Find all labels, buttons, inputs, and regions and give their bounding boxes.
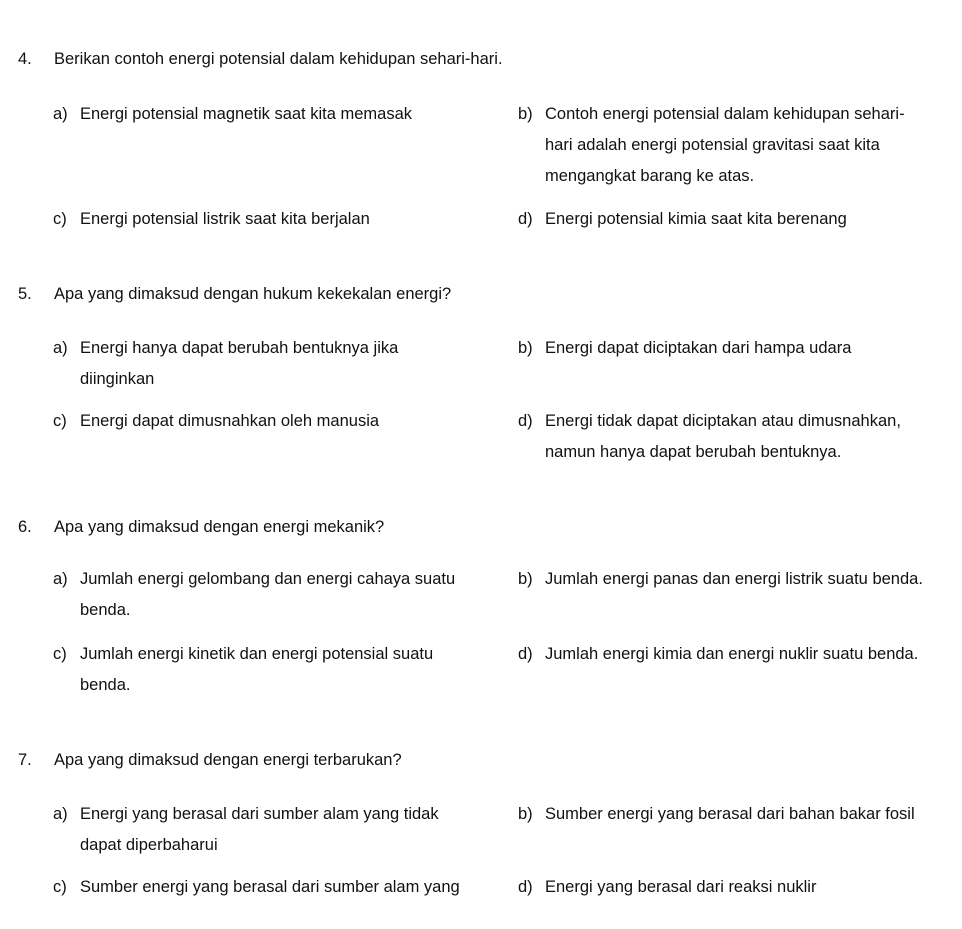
- question-number: 7.: [18, 751, 32, 769]
- question-text: Apa yang dimaksud dengan energi terbarukan?: [54, 751, 402, 769]
- option-6d[interactable]: [518, 639, 962, 670]
- option-line: Contoh energi potensial dalam kehidupan sehari-: [545, 105, 905, 123]
- question-4: [18, 50, 503, 69]
- option-line: Energi tidak dapat diciptakan atau dimusnahkan,: [545, 412, 901, 430]
- option-4c[interactable]: [53, 204, 503, 235]
- option-6b[interactable]: [518, 564, 962, 595]
- option-5c[interactable]: [53, 406, 503, 437]
- option-letter: d): [518, 878, 533, 896]
- option-line: Energi potensial kimia saat kita berenang: [545, 210, 847, 228]
- option-letter: d): [518, 412, 533, 430]
- option-4b[interactable]: [518, 99, 962, 192]
- option-line: Jumlah energi kimia dan energi nuklir suatu benda.: [545, 645, 919, 663]
- option-line: Jumlah energi kinetik dan energi potensial suatu: [80, 645, 434, 663]
- option-letter: b): [518, 570, 533, 588]
- option-4a[interactable]: [53, 99, 503, 130]
- question-number: 5.: [18, 285, 32, 303]
- option-line: Jumlah energi gelombang dan energi cahaya suatu: [80, 570, 456, 588]
- option-letter: c): [53, 645, 67, 663]
- question-7: [18, 751, 402, 770]
- option-line: Sumber energi yang berasal dari sumber alam yang: [80, 878, 460, 896]
- option-letter: a): [53, 805, 68, 823]
- option-line: dapat diperbaharui: [80, 836, 218, 854]
- option-letter: b): [518, 805, 533, 823]
- option-letter: a): [53, 570, 68, 588]
- option-7a[interactable]: [53, 799, 503, 861]
- option-7c[interactable]: [53, 872, 503, 903]
- question-text: Apa yang dimaksud dengan energi mekanik?: [54, 518, 385, 536]
- option-line: diinginkan: [80, 370, 155, 388]
- option-letter: b): [518, 105, 533, 123]
- option-letter: c): [53, 878, 67, 896]
- option-letter: b): [518, 339, 533, 357]
- option-letter: a): [53, 339, 68, 357]
- option-letter: c): [53, 210, 67, 228]
- option-line: Jumlah energi panas dan energi listrik suatu benda.: [545, 570, 923, 588]
- option-5b[interactable]: [518, 333, 962, 364]
- option-4d[interactable]: [518, 204, 962, 235]
- option-line: hari adalah energi potensial gravitasi saat kita: [545, 136, 880, 154]
- option-5d[interactable]: [518, 406, 962, 468]
- option-line: mengangkat barang ke atas.: [545, 167, 755, 185]
- question-text: Berikan contoh energi potensial dalam kehidupan sehari-hari.: [54, 50, 503, 68]
- option-line: Energi yang berasal dari reaksi nuklir: [545, 878, 817, 896]
- option-line: Sumber energi yang berasal dari bahan bakar fosil: [545, 805, 915, 823]
- question-number: 6.: [18, 518, 32, 536]
- option-7d[interactable]: [518, 872, 962, 903]
- option-line: Energi yang berasal dari sumber alam yang tidak: [80, 805, 439, 823]
- option-6c[interactable]: [53, 639, 503, 701]
- question-5: [18, 285, 451, 304]
- option-line: namun hanya dapat berubah bentuknya.: [545, 443, 842, 461]
- option-letter: d): [518, 210, 533, 228]
- option-5a[interactable]: [53, 333, 503, 395]
- option-letter: c): [53, 412, 67, 430]
- option-letter: a): [53, 105, 68, 123]
- option-6a[interactable]: [53, 564, 503, 626]
- question-number: 4.: [18, 50, 32, 68]
- option-line: Energi dapat dimusnahkan oleh manusia: [80, 412, 380, 430]
- option-line: Energi dapat diciptakan dari hampa udara: [545, 339, 852, 357]
- option-line: benda.: [80, 601, 131, 619]
- option-letter: d): [518, 645, 533, 663]
- option-line: Energi potensial magnetik saat kita memasak: [80, 105, 412, 123]
- question-text: Apa yang dimaksud dengan hukum kekekalan energi?: [54, 285, 452, 303]
- question-6: [18, 518, 384, 537]
- option-line: Energi hanya dapat berubah bentuknya jika: [80, 339, 399, 357]
- option-line: benda.: [80, 676, 131, 694]
- option-7b[interactable]: [518, 799, 962, 830]
- option-line: Energi potensial listrik saat kita berjalan: [80, 210, 370, 228]
